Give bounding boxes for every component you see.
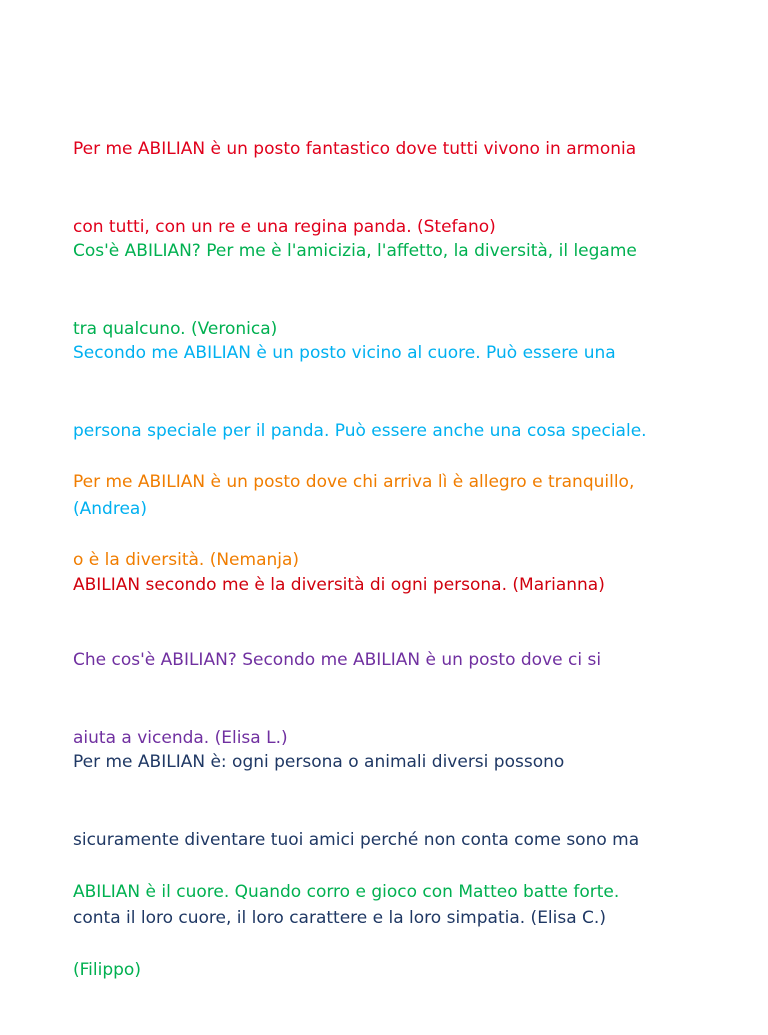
- paragraph-line: Per me ABILIAN è un posto fantastico dove tutti vivono in armonia: [73, 139, 637, 159]
- paragraph-line: Cos'è ABILIAN? Per me è l'amicizia, l'affetto, la diversità, il legame: [73, 241, 637, 261]
- paragraph-line: o è la diversità. (Nemanja): [73, 550, 300, 570]
- paragraph-line: ABILIAN secondo me è la diversità di ogni persona. (Marianna): [73, 575, 605, 595]
- paragraph-line: Per me ABILIAN è: ogni persona o animali diversi possono: [73, 752, 565, 772]
- paragraph-line: Per me ABILIAN è un posto dove chi arriva lì è allegro e tranquillo,: [73, 472, 635, 492]
- paragraph-line: persona speciale per il panda. Può essere anche una cosa speciale.: [73, 421, 647, 441]
- paragraph-line: sicuramente diventare tuoi amici perché non conta come sono ma: [73, 830, 640, 850]
- paragraph-line: Secondo me ABILIAN è un posto vicino al cuore. Può essere una: [73, 343, 616, 363]
- paragraph-line: aiuta a vicenda. (Elisa L.): [73, 728, 288, 748]
- paragraph-line: tra qualcuno. (Veronica): [73, 319, 278, 339]
- paragraph-filippo: [73, 827, 713, 1035]
- paragraph-line: con tutti, con un re e una regina panda. (Stefano): [73, 217, 496, 237]
- paragraph-line: Che cos'è ABILIAN? Secondo me ABILIAN è un posto dove ci si: [73, 650, 602, 670]
- paragraph-line: ABILIAN è il cuore. Quando corro e gioco con Matteo batte forte.: [73, 882, 620, 902]
- paragraph-line: conta il loro cuore, il loro carattere e la loro simpatia. (Elisa C.): [73, 908, 606, 928]
- paragraph-line: (Andrea): [73, 499, 147, 519]
- paragraph-line: (Filippo): [73, 960, 141, 980]
